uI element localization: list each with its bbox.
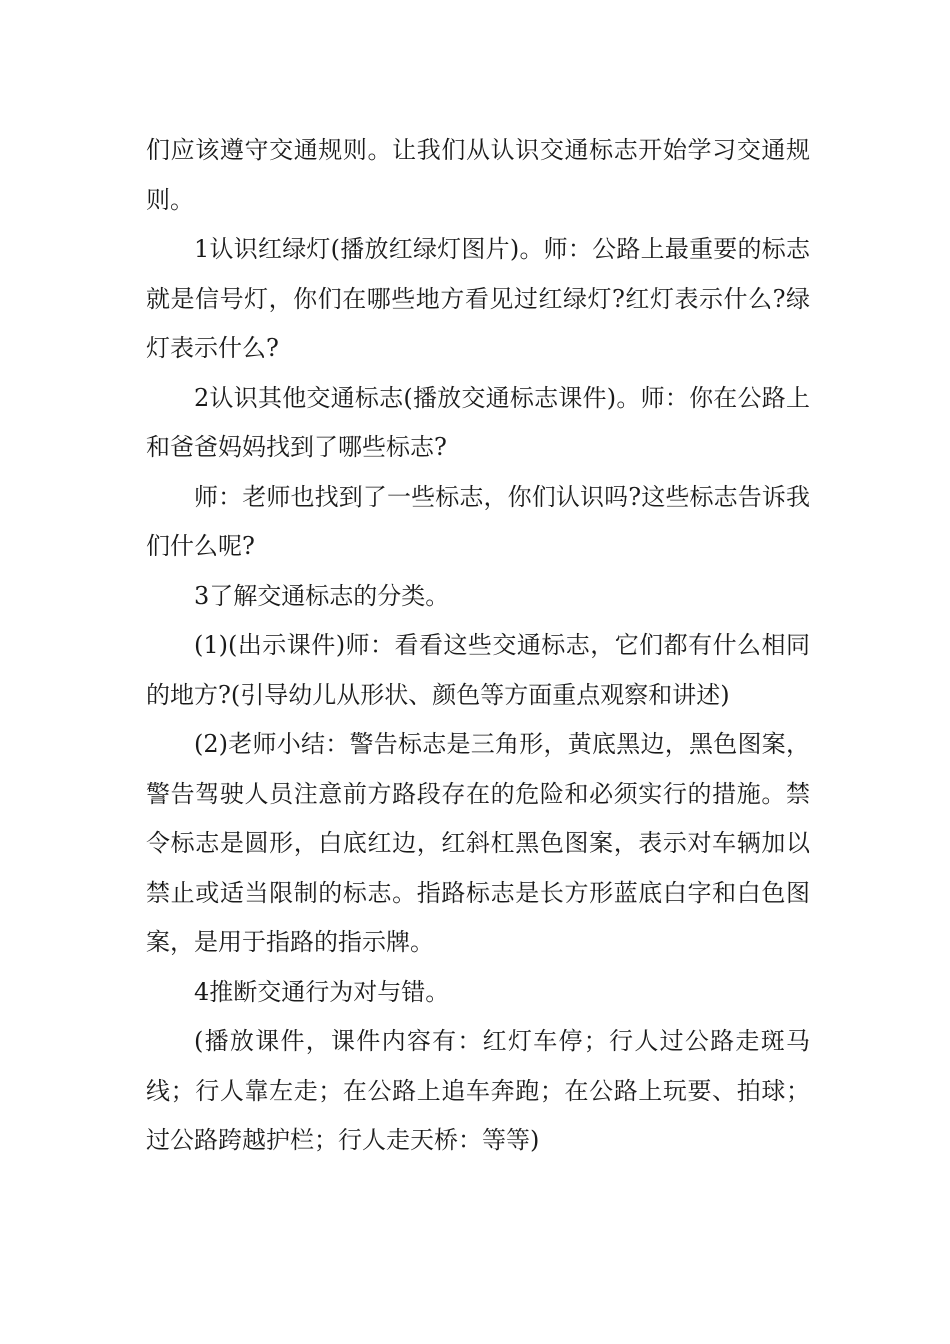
paragraph-courseware-content: (播放课件，课件内容有：红灯车停；行人过公路走斑马线；行人靠左走；在公路上追车奔跑；在公路上玩要、拍球；过公路跨越护栏；行人走天桥：等等) bbox=[146, 1027, 810, 1154]
paragraph-continuation: 们应该遵守交通规则。让我们从认识交通标志开始学习交通规则。 bbox=[146, 136, 810, 214]
paragraph-teacher-summary: (2)老师小结：警告标志是三角形，黄底黑边，黑色图案，警告驾驶人员注意前方路段存在的危险和必须实行的措施。禁令标志是圆形，白底红边，红斜杠黑色图案，表示对车辆加以禁止或适当限制的标志。指路标志是长方形蓝底白字和白色图案，是用于指路的指示牌。 bbox=[146, 730, 810, 956]
paragraph-other-signs: 2认识其他交通标志(播放交通标志课件)。师：你在公路上和爸爸妈妈找到了哪些标志? bbox=[146, 383, 810, 461]
document-body bbox=[146, 126, 810, 1166]
paragraph-sign-categories: 3了解交通标志的分类。 bbox=[194, 581, 450, 610]
paragraph-teacher-question: 师：老师也找到了一些标志，你们认识吗?这些标志告诉我们什么呢? bbox=[146, 482, 810, 560]
paragraph-judge-behavior: 4推断交通行为对与错。 bbox=[194, 977, 450, 1006]
paragraph-observe-signs: (1)(出示课件)师：看看这些交通标志，它们都有什么相同的地方?(引导幼儿从形状、颜色等方面重点观察和讲述) bbox=[146, 631, 810, 709]
paragraph-traffic-lights: 1认识红绿灯(播放红绿灯图片)。师：公路上最重要的标志就是信号灯，你们在哪些地方看见过红绿灯?红灯表示什么?绿灯表示什么? bbox=[146, 235, 810, 362]
